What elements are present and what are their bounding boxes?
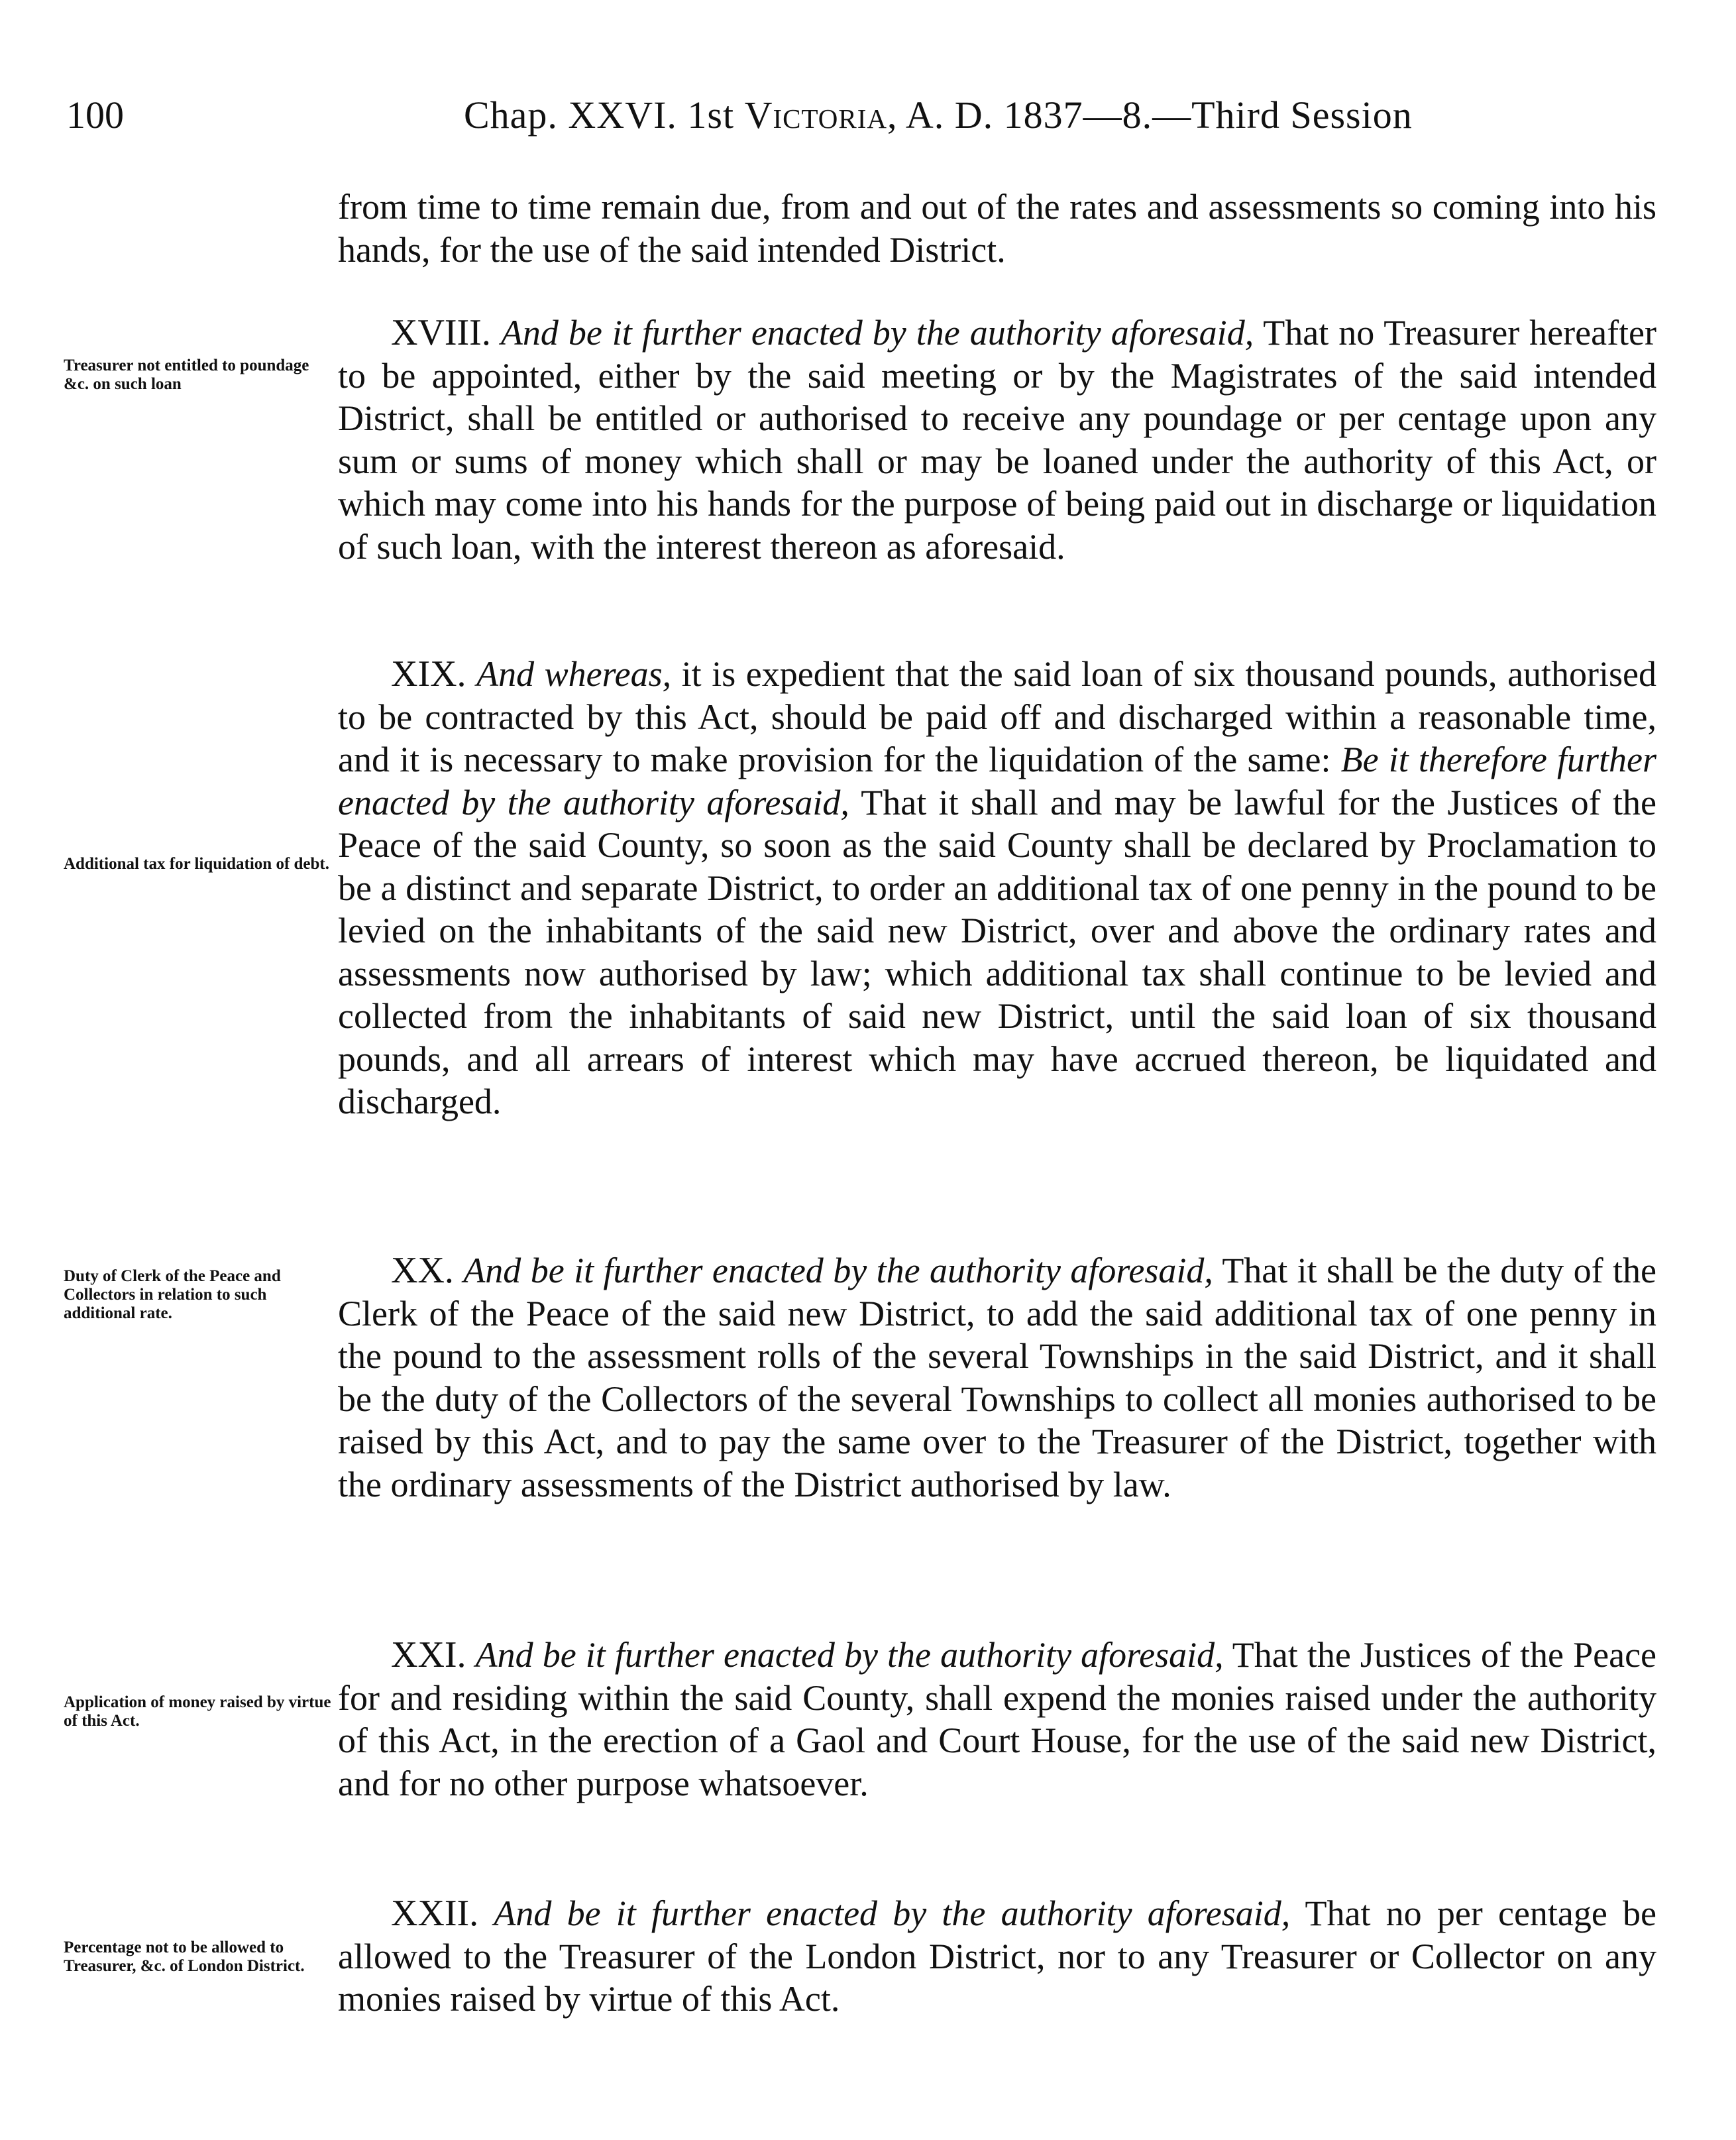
section-number: XIX. [391, 653, 466, 695]
section-text: That no Treasurer hereafter to be appointed, either by the said meeting or by the Magistrates of the said intended District, shall be entitled or authorised to receive any poundage or per centage upon any sum or sums of money which shall or may be loaned under the authority of this Act, or which may come into his hands for the purpose of being paid out in discharge or liquidation of such loan, with the interest thereon as aforesaid. [338, 313, 1657, 567]
section-xx [338, 1249, 1656, 1506]
enacting-clause: And be it further enacted by the authority aforesaid, [500, 313, 1254, 353]
marginal-note-xxii: Percentage not to be allowed to Treasurer, &c. of London District. [64, 1939, 305, 1975]
enacting-clause: And be it further enacted by the authority aforesaid, [475, 1635, 1224, 1675]
section-number: XX. [391, 1250, 454, 1291]
running-header [66, 93, 1656, 146]
section-xviii [338, 311, 1656, 568]
marginal-note-xix: Additional tax for liquidation of debt. [64, 855, 330, 873]
section-text: That no per centage be allowed to the Treasurer of the London District, nor to any Treasurer or Collector on any monies raised by virtue of this Act. [338, 1893, 1657, 2019]
chapter-label: Chap. XXVI. 1st [464, 93, 745, 137]
section-number: XVIII. [391, 312, 491, 353]
whereas-clause: And whereas, [476, 654, 672, 694]
section-number: XXI. [391, 1634, 466, 1675]
section-number: XXII. [391, 1893, 479, 1934]
running-title [464, 93, 1413, 137]
section-text: That it shall be the duty of the Clerk of the Peace of the said new District, to add the said additional tax of one penny in the pound to the assessment rolls of the several Townships in the said District, and it shall be the duty of the Collectors of the several Townships to collect all monies authorised to be raised by this Act, and to pay the same over to the Treasurer of the District, together with the ordinary assessments of the District authorised by law. [338, 1251, 1657, 1504]
marginal-note-xviii: Treasurer not entitled to poundage &c. on such loan [64, 357, 309, 393]
enacting-clause: Be it therefore further enacted by the authority aforesaid, [338, 740, 1656, 822]
victoria-label: Victoria [744, 93, 888, 137]
marginal-note-xx: Duty of Clerk of the Peace and Collectors in relation to such additional rate. [64, 1267, 281, 1322]
section-text-preamble: it is expedient that the said loan of six thousand pounds, authorised to be contracted by this Act, should be paid off and discharged within a reasonable time, and it is necessary to make provision for the liquidation of the same: [338, 654, 1657, 779]
enacting-clause: And be it further enacted by the authority aforesaid, [494, 1893, 1291, 1933]
marginal-note-xxi: Application of money raised by virtue of this Act. [64, 1693, 331, 1730]
date-session-label: , A. D. 1837—8.—Third Session [887, 93, 1413, 137]
section-text: That the Justices of the Peace for and residing within the said County, shall expend the monies raised under the authority of this Act, in the erection of a Gaol and Court House, for the use of the said new District, and for no other purpose whatsoever. [338, 1635, 1657, 1803]
section-xix [338, 653, 1656, 1123]
continuation-text: from time to time remain due, from and out of the rates and assessments so coming into his hands, for the use of the said intended District. [338, 187, 1656, 270]
page-number: 100 [66, 93, 124, 137]
section-xxii [338, 1892, 1656, 2021]
enacting-clause: And be it further enacted by the authority aforesaid, [463, 1251, 1213, 1290]
continuation-paragraph [338, 186, 1656, 271]
section-xxi [338, 1634, 1656, 1805]
section-text: That it shall and may be lawful for the Justices of the Peace of the said County, so soon as the said County shall be declared by Proclamation to be a distinct and separate District, to order an additional tax of one penny in the pound to be levied on the inhabitants of the said new District, over and above the ordinary rates and assessments now authorised by law; which additional tax shall continue to be levied and collected from the inhabitants of said new District, until the said loan of six thousand pounds, and all arrears of interest which may have accrued thereon, be liquidated and discharged. [338, 782, 1656, 1121]
